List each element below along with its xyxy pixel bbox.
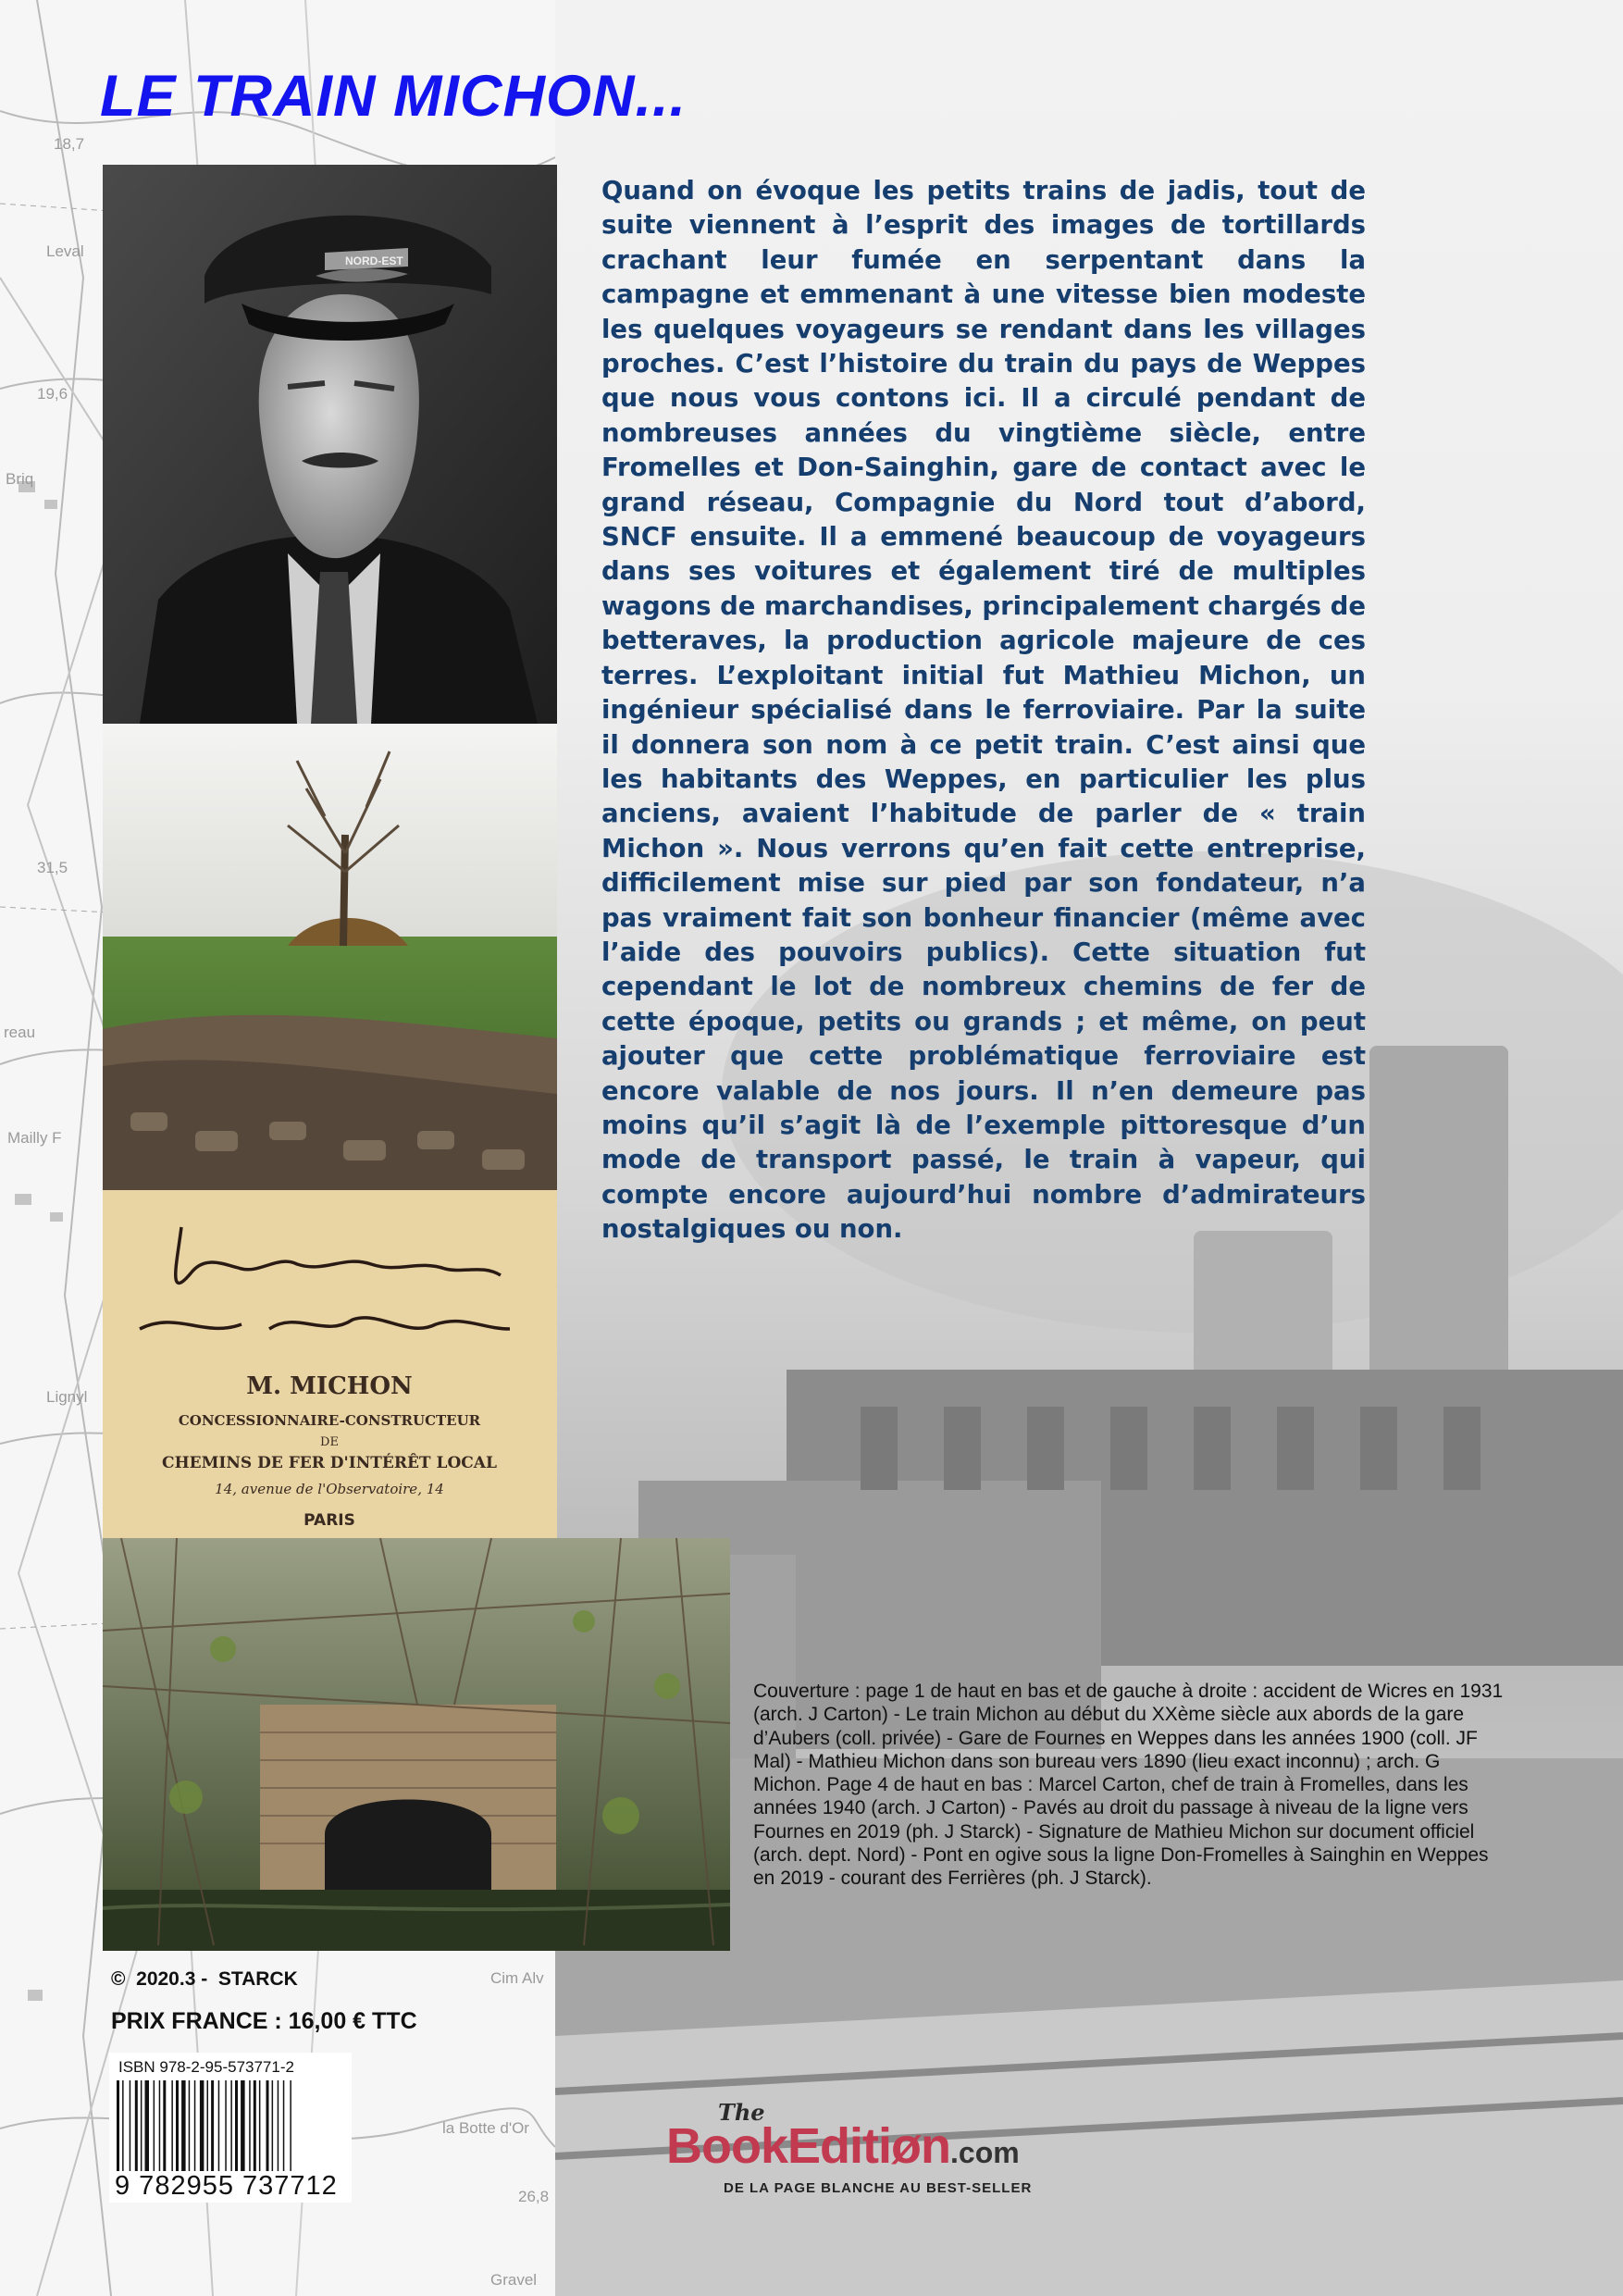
- price-label: PRIX FRANCE : 16,00 € TTC: [111, 2008, 417, 2034]
- back-cover-blurb: Quand on évoque les petits trains de jadis, tout de suite viennent à l’esprit des images de tortillards crachant leur fumée en serpentant dans la campagne et emmenant à une vitesse bien modeste les quelques voyageurs se rendant dans les villages proches. C’est l’histoire du train du pays de Weppes que nous vous contons ici. Il a circulé pendant de nombreuses années du vingtième siècle, entre Fromelles et Don-Sainghin, gare de contact avec le grand réseau, Compagnie du Nord tout d’abord, SNCF ensuite. Il a emmené beaucoup de voyageurs dans ses voitures et également tiré de multiples wagons de marchandises, principalement chargés de betteraves, la production agricole majeure de ces terres. L’exploitant initial fut Mathieu Michon, un ingénieur spécialisé dans le ferroviaire. Par la suite il donnera son nom à ce petit train. C’est ainsi que les habitants des Weppes, en particulier les plus anciens, avaient l’habitude de parler de « train Michon ». Nous verrons qu’en fait cette entreprise, difficilement mise sur pied par son fondateur, n’a pas vraiment fait son bonheur financier (même avec l’aide des pouvoirs publics). Cette situation fut cependant le lot de nombreux chemins de fer de cette époque, petits ou grands ; et même, on peut ajouter que cette problématique ferroviaire est encore valable de nos jours. Il n’en demeure pas moins qu’il s’agit là de l’exemple pittoresque d’un mode de transport passé, le train à vapeur, qui compte encore aujourd’hui nombre d’admirateurs nostalgiques ou non.: [601, 176, 1366, 1245]
- signature-name: M. MICHON: [246, 1372, 413, 1400]
- publisher-name: BookEditiøn.com: [666, 2118, 1020, 2174]
- field-tree-photo: [103, 724, 557, 1190]
- map-label: Mailly F: [7, 1129, 62, 1147]
- bridge-photo: [103, 1538, 730, 1951]
- signature-line: CONCESSIONNAIRE-CONSTRUCTEUR: [178, 1412, 481, 1429]
- map-label: Gravel: [490, 2271, 538, 2289]
- publisher-the: The: [718, 2099, 765, 2126]
- map-label: 18,7: [54, 135, 85, 153]
- map-label: Leval: [46, 242, 84, 260]
- photo-credits-caption: Couverture : page 1 de haut en bas et de gauche à droite : accident de Wicres en 1931 (arch. J Carton) - Le train Michon au début du XXème siècle aux abords de la gare d’Aubers (coll. privée) - Gare de Fournes en Weppes dans les années 1900 (coll. JF Mal) - Mathieu Michon dans son bureau vers 1890 (lieu exact inconnu) ; arch. G Michon. Page 4 de haut en bas : Marcel Carton, chef de train à Fromelles, dans les années 1940 (arch. J Carton) - Pavés au droit du passage à niveau de la ligne vers Fournes en 2019 (ph. J Starck) - Signature de Mathieu Michon sur document officiel (arch. dept. Nord) - Pont en ogive sous la ligne Don-Fromelles à Sainghin en Weppes en 2019 - courant des Ferrières (ph. J Starck).: [753, 1681, 1504, 1890]
- isbn-barcode-box: [109, 2053, 352, 2203]
- isbn-digits: 9 782955 737712: [115, 2171, 338, 2201]
- barcode-icon: [117, 2080, 344, 2171]
- signature-document-photo: [103, 1190, 557, 1538]
- signature-line: DE: [320, 1435, 339, 1449]
- signature-line: CHEMINS DE FER D'INTÉRÊT LOCAL: [162, 1454, 497, 1472]
- portrait-photo: [103, 165, 557, 724]
- map-label: Briq: [6, 470, 34, 488]
- book-title: LE TRAIN MICHON...: [100, 64, 687, 129]
- copyright-notice: © 2020.3 - STARCK: [111, 1968, 298, 1990]
- signature-city: PARIS: [304, 1511, 355, 1530]
- map-label: Cim Alv: [490, 1969, 544, 1987]
- isbn-number: ISBN 978-2-95-573771-2: [118, 2058, 294, 2076]
- map-label: Lignyl: [46, 1388, 88, 1406]
- map-label: 31,5: [37, 859, 68, 876]
- cap-badge-text: NORD-EST: [345, 254, 403, 267]
- map-label: la Botte d'Or: [442, 2119, 529, 2137]
- publisher-logo: [666, 2099, 1110, 2201]
- signature-line: 14, avenue de l'Observatoire, 14: [215, 1481, 444, 1497]
- publisher-tagline: DE LA PAGE BLANCHE AU BEST-SELLER: [724, 2180, 1033, 2196]
- map-label: 19,6: [37, 385, 68, 403]
- map-label: reau: [4, 1024, 36, 1041]
- map-label: 26,8: [518, 2188, 550, 2205]
